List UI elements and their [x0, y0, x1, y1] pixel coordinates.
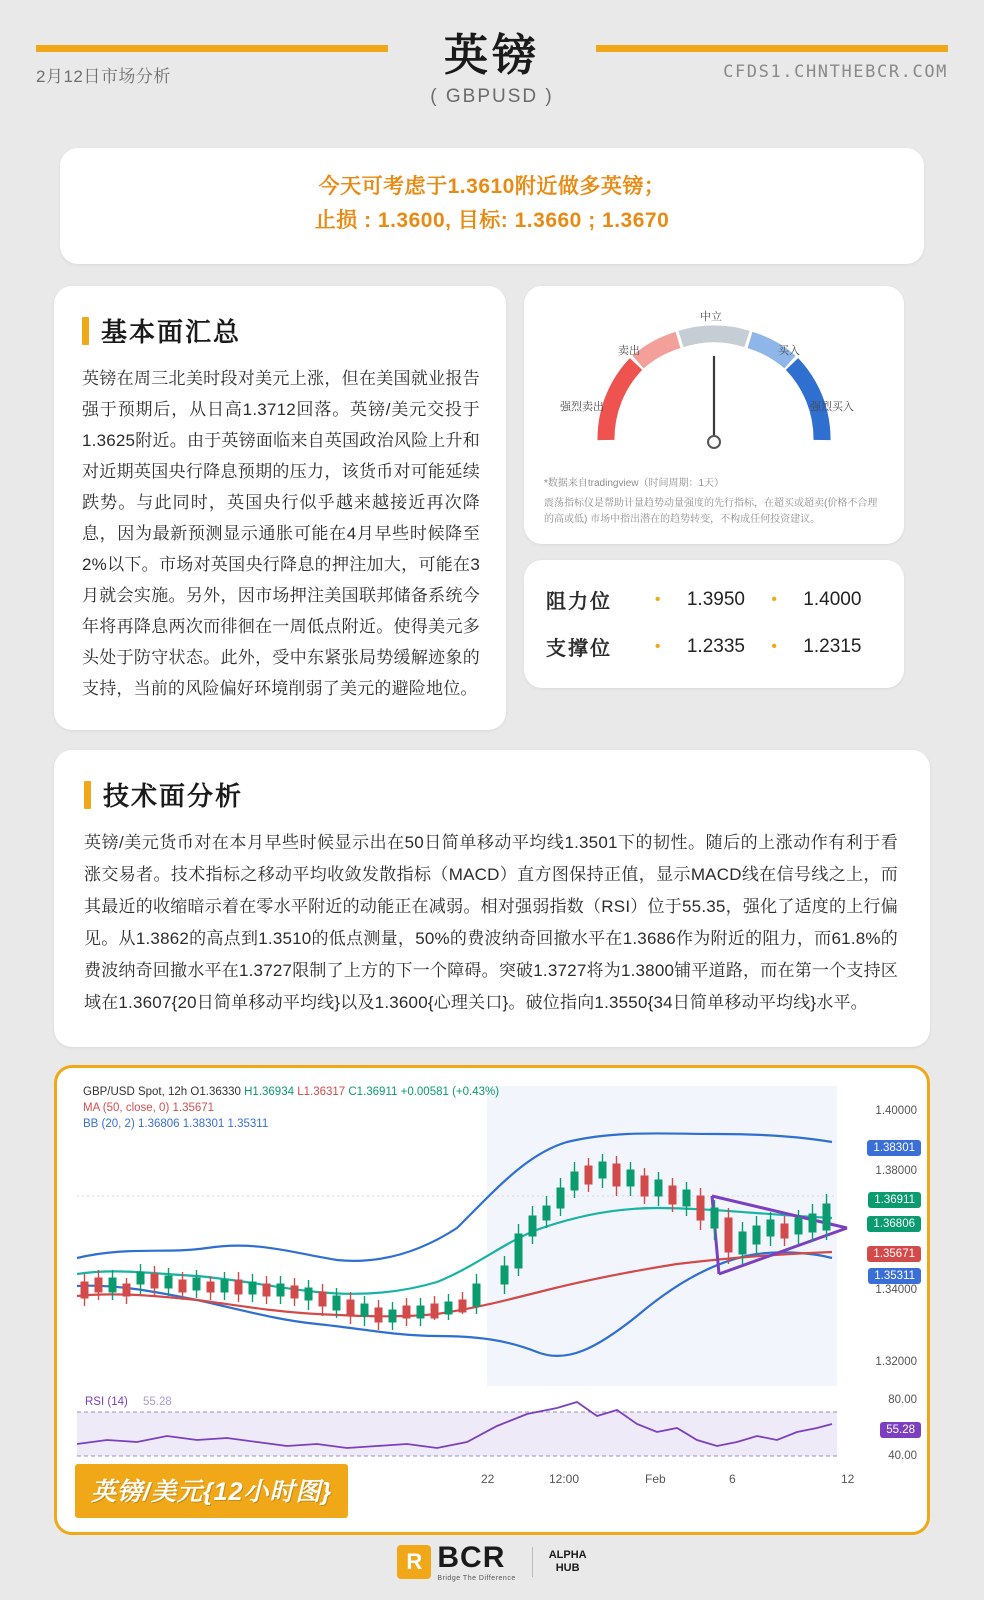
levels-card: [524, 560, 904, 688]
technical-text: 英镑/美元货币对在本月早些时候显示出在50日简单移动平均线1.3501下的韧性。随后的上涨动作有利于看涨交易者。技术指标之移动平均收敛发散指标（MACD）直方图保持正值，显示MACD线在信号线之上，而其最近的收缩暗示着在零水平附近的动能正在减弱。相对强弱指数（RSI）位于55.35，强化了适度的上行偏见。从1.3862的高点到1.3510的低点测量，50%的费波纳奇回撤水平在1.3686作为附近的阻力，而61.8%的费波纳奇回撤水平在1.3727限制了上方的下一个障碍。突破1.3727将为1.3800铺平道路，而在第一个支持区域在1.3607{20日简单移动平均线}以及1.3600{心理关口}。破位指向1.3550{34日简单移动平均线}水平。: [84, 833, 898, 1012]
bcr-logo: [397, 1541, 515, 1582]
y-axis-label-2: 1.38000: [875, 1165, 917, 1177]
price-chart-panel: [54, 1065, 930, 1535]
gauge-label-buy: 买入: [778, 345, 800, 357]
chart-legend-row-3: [83, 1116, 499, 1132]
resistance-value-1: 1.3950: [686, 588, 745, 610]
technical-card: [54, 750, 930, 1047]
support-row: [546, 623, 882, 670]
right-column: [524, 286, 904, 688]
chart-bb-values: 1.36806 1.38301 1.35311: [137, 1118, 269, 1130]
chart-close: C1.36911: [348, 1086, 398, 1098]
page-title: 英镑: [444, 31, 540, 80]
footer-logo: [0, 1541, 984, 1582]
support-label: 支撑位: [546, 638, 612, 660]
price-tag-bb-lower: 1.35311: [868, 1268, 921, 1284]
logo-divider: [532, 1547, 533, 1577]
sentiment-gauge-card: [524, 286, 904, 544]
chart-ma-value: 1.35671: [172, 1102, 215, 1114]
resistance-label: 阻力位: [546, 591, 612, 613]
bullet-icon: •: [771, 637, 777, 655]
header-date: 2月12日市场分析: [36, 67, 171, 86]
chart-badge: 英镑/美元{12小时图}: [75, 1464, 348, 1518]
bullet-icon: •: [654, 590, 661, 608]
support-value-2: 1.2315: [803, 635, 862, 657]
y-axis-label-1: 1.40000: [875, 1105, 917, 1117]
chart-high: H1.36934: [244, 1086, 294, 1098]
chart-legend-row-2: [83, 1100, 499, 1116]
page-subtitle: ( GBPUSD ): [430, 86, 554, 107]
chart-symbol: GBP/USD Spot, 12h: [83, 1086, 188, 1098]
support-value-1: 1.2335: [686, 635, 745, 657]
bullet-icon: •: [654, 637, 661, 655]
chart-bb-label: BB (20, 2): [83, 1118, 135, 1130]
price-tag-ma50: 1.35671: [867, 1246, 921, 1262]
page-header: [0, 0, 984, 130]
x-axis-label-2: 12:00: [549, 1472, 580, 1486]
chart-ma-label: MA (50, close, 0): [83, 1102, 170, 1114]
chart-legend-row-1: [83, 1084, 499, 1100]
gauge-label-strong-buy: 强烈买入: [810, 401, 854, 413]
fundamental-header: [82, 312, 480, 349]
rsi-axis-bottom: 40.00: [888, 1450, 917, 1462]
price-tag-bb-upper: 1.38301: [867, 1140, 921, 1156]
chart-svg: [57, 1068, 930, 1532]
chart-change: +0.00581 (+0.43%): [400, 1086, 500, 1098]
fundamental-card: [54, 286, 506, 730]
gauge-svg: [544, 304, 884, 472]
chart-open: O1.36330: [190, 1086, 241, 1098]
y-axis-label-3: 1.34000: [875, 1284, 917, 1296]
chart-legend: [83, 1084, 499, 1132]
rsi-price-tag: 55.28: [880, 1422, 921, 1438]
fundamental-text: 英镑在周三北美时段对美元上涨，但在美国就业报告强于预期后，从日高1.3712回落。英镑/美元交投于1.3625附近。由于英镑面临来自英国政治风险上升和对近期英国央行降息预期的压力，该货币对可能延续跌势。与此同时，英国央行似乎越来越接近再次降息，因为最新预测显示通胀可能在4月早些时候降至2%以下。市场对英国央行降息的押注加大，可能在3月就会实施。另外，因市场押注美国联邦储备系统今年将再降息两次而徘徊在一周低点附近。使得美元多头处于防守状态。此外，受中东紧张局势缓解迹象的支持，当前的风险偏好环境削弱了美元的避险地位。: [82, 369, 480, 698]
x-axis-label-1: 22: [481, 1472, 495, 1486]
gauge-disclaimer: 震荡指标仪是帮助计量趋势动量强度的先行指标，在超买或超卖(价格不合理的高或低) 市场中指出潜在的趋势转变，不构成任何投资建议。: [544, 498, 878, 525]
trade-idea-line-2: 止损 : 1.3600, 目标: 1.3660 ; 1.3670: [314, 209, 670, 232]
x-axis-label-3: Feb: [645, 1472, 666, 1486]
bcr-tagline: Bridge The Difference: [437, 1575, 516, 1582]
rsi-value: 55.28: [143, 1396, 172, 1408]
alphahub-line-1: ALPHA: [548, 1548, 587, 1561]
bullet-icon: •: [771, 590, 777, 608]
rsi-axis-top: 80.00: [888, 1394, 917, 1406]
gauge-label-strong-sell: 强烈卖出: [560, 401, 604, 413]
gauge-graphic: [544, 304, 884, 472]
fundamental-title: 基本面汇总: [101, 317, 242, 347]
trade-idea-line-1: 今天可考虑于1.3610附近做多英镑；: [318, 175, 666, 198]
technical-title: 技术面分析: [103, 781, 244, 811]
x-axis-label-5: 12: [841, 1472, 855, 1486]
resistance-row: [546, 576, 882, 623]
price-tag-bb-basis: 1.36806: [867, 1216, 921, 1232]
x-axis-label-4: 6: [729, 1472, 736, 1486]
gauge-label-neutral: 中立: [700, 311, 722, 323]
trade-idea-callout: [60, 148, 924, 264]
chart-canvas: [57, 1068, 927, 1532]
chart-low: L1.36317: [297, 1086, 346, 1098]
accent-bar: [82, 317, 89, 345]
bcr-mark-icon: R: [397, 1545, 431, 1579]
bcr-wordmark: BCR: [437, 1541, 506, 1574]
alphahub-line-2: HUB: [555, 1561, 580, 1574]
resistance-value-2: 1.4000: [803, 588, 862, 610]
gauge-label-sell: 卖出: [618, 345, 640, 357]
rsi-label: RSI (14): [85, 1396, 128, 1408]
header-site-url: CFDS1.CHNTHEBCR.COM: [723, 62, 948, 82]
alphahub-logo: [549, 1549, 587, 1575]
technical-header: [84, 776, 898, 813]
price-tag-last: 1.36911: [868, 1192, 921, 1208]
header-center: [0, 30, 984, 108]
middle-row: [54, 286, 930, 730]
y-axis-label-4: 1.32000: [875, 1356, 917, 1368]
accent-bar: [84, 781, 91, 809]
gauge-source-note: *数据来自tradingview（时间周期：1天）: [544, 478, 725, 489]
